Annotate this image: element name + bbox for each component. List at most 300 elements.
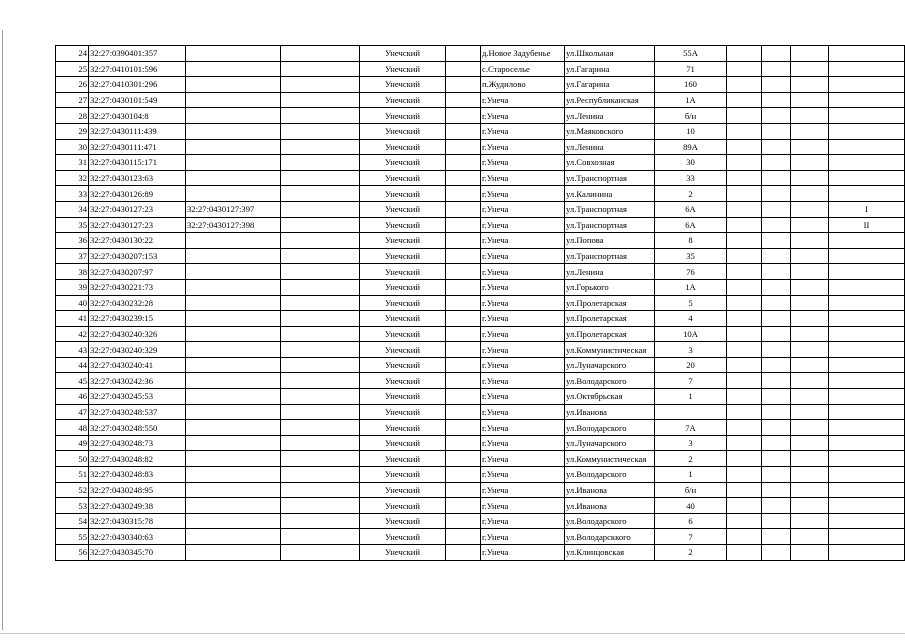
empty-cell — [281, 61, 360, 77]
empty-cell — [791, 545, 829, 561]
house-number: 8 — [655, 233, 727, 249]
part-mark — [829, 233, 905, 249]
sub-cadastral-number — [186, 155, 281, 171]
empty-cell — [791, 389, 829, 405]
district: Унечский — [360, 77, 446, 93]
street: ул.Транспортная — [565, 201, 655, 217]
empty-cell — [281, 467, 360, 483]
district: Унечский — [360, 467, 446, 483]
house-number: 1А — [655, 279, 727, 295]
empty-cell — [727, 170, 762, 186]
empty-cell — [281, 404, 360, 420]
empty-cell — [727, 92, 762, 108]
sub-cadastral-number — [186, 545, 281, 561]
row-number: 49 — [56, 435, 89, 451]
empty-cell — [446, 217, 481, 233]
sub-cadastral-number — [186, 108, 281, 124]
empty-cell — [791, 217, 829, 233]
empty-cell — [762, 186, 791, 202]
empty-cell — [791, 357, 829, 373]
street: ул.Гагарина — [565, 61, 655, 77]
house-number: 3 — [655, 435, 727, 451]
settlement: г.Унеча — [481, 264, 565, 280]
empty-cell — [762, 248, 791, 264]
table-row — [56, 482, 905, 498]
empty-cell — [446, 357, 481, 373]
row-number: 32 — [56, 170, 89, 186]
row-number: 56 — [56, 545, 89, 561]
cadastral-number: 32:27:0430345:70 — [89, 545, 186, 561]
sub-cadastral-number — [186, 373, 281, 389]
district: Унечский — [360, 46, 446, 62]
empty-cell — [727, 482, 762, 498]
empty-cell — [446, 77, 481, 93]
house-number: 6А — [655, 201, 727, 217]
table-row — [56, 529, 905, 545]
district: Унечский — [360, 373, 446, 389]
part-mark — [829, 295, 905, 311]
house-number: 2 — [655, 545, 727, 561]
street: ул.Республиканская — [565, 92, 655, 108]
street: ул.Октябрьская — [565, 389, 655, 405]
sub-cadastral-number — [186, 77, 281, 93]
street: ул.Маяковского — [565, 123, 655, 139]
empty-cell — [446, 482, 481, 498]
empty-cell — [446, 248, 481, 264]
empty-cell — [281, 435, 360, 451]
street: ул.Ленина — [565, 108, 655, 124]
cadastral-number: 32:27:0430240:329 — [89, 342, 186, 358]
sub-cadastral-number — [186, 46, 281, 62]
house-number: 1А — [655, 92, 727, 108]
part-mark — [829, 155, 905, 171]
empty-cell — [281, 264, 360, 280]
empty-cell — [791, 498, 829, 514]
street: ул.Транспортная — [565, 170, 655, 186]
empty-cell — [762, 108, 791, 124]
house-number: 4 — [655, 311, 727, 327]
empty-cell — [446, 186, 481, 202]
row-number: 35 — [56, 217, 89, 233]
empty-cell — [281, 77, 360, 93]
sub-cadastral-number — [186, 139, 281, 155]
row-number: 53 — [56, 498, 89, 514]
empty-cell — [446, 295, 481, 311]
empty-cell — [281, 482, 360, 498]
row-number: 51 — [56, 467, 89, 483]
empty-cell — [446, 155, 481, 171]
table-row — [56, 186, 905, 202]
sub-cadastral-number — [186, 498, 281, 514]
empty-cell — [281, 108, 360, 124]
row-number: 41 — [56, 311, 89, 327]
house-number: 71 — [655, 61, 727, 77]
empty-cell — [762, 295, 791, 311]
district: Унечский — [360, 545, 446, 561]
district: Унечский — [360, 123, 446, 139]
empty-cell — [727, 139, 762, 155]
cadastral-number: 32:27:0430101:549 — [89, 92, 186, 108]
empty-cell — [727, 529, 762, 545]
empty-cell — [281, 389, 360, 405]
table-body — [56, 46, 905, 561]
street: ул.Коммунистическая — [565, 451, 655, 467]
house-number: 55А — [655, 46, 727, 62]
settlement: г.Унеча — [481, 529, 565, 545]
empty-cell — [446, 108, 481, 124]
empty-cell — [727, 326, 762, 342]
district: Унечский — [360, 61, 446, 77]
sub-cadastral-number — [186, 342, 281, 358]
settlement: г.Унеча — [481, 513, 565, 529]
empty-cell — [727, 279, 762, 295]
empty-cell — [446, 451, 481, 467]
empty-cell — [446, 342, 481, 358]
street: ул.Совхозная — [565, 155, 655, 171]
table-row — [56, 420, 905, 436]
row-number: 33 — [56, 186, 89, 202]
empty-cell — [727, 513, 762, 529]
empty-cell — [762, 311, 791, 327]
empty-cell — [727, 248, 762, 264]
empty-cell — [762, 61, 791, 77]
street: ул.Коммунистическая — [565, 342, 655, 358]
cadastral-number: 32:27:0410101:596 — [89, 61, 186, 77]
empty-cell — [727, 342, 762, 358]
district: Унечский — [360, 435, 446, 451]
empty-cell — [446, 326, 481, 342]
empty-cell — [727, 61, 762, 77]
empty-cell — [446, 233, 481, 249]
sub-cadastral-number — [186, 467, 281, 483]
table-row — [56, 108, 905, 124]
empty-cell — [727, 311, 762, 327]
empty-cell — [762, 264, 791, 280]
settlement: г.Унеча — [481, 498, 565, 514]
empty-cell — [281, 311, 360, 327]
empty-cell — [446, 513, 481, 529]
cadastral-number: 32:27:0430248:550 — [89, 420, 186, 436]
empty-cell — [762, 451, 791, 467]
settlement: г.Унеча — [481, 123, 565, 139]
empty-cell — [281, 513, 360, 529]
empty-cell — [727, 545, 762, 561]
cadastral-number: 32:27:0430248:95 — [89, 482, 186, 498]
empty-cell — [791, 467, 829, 483]
part-mark — [829, 357, 905, 373]
cadastral-number: 32:27:0430111:471 — [89, 139, 186, 155]
empty-cell — [446, 46, 481, 62]
empty-cell — [281, 155, 360, 171]
part-mark — [829, 264, 905, 280]
sub-cadastral-number — [186, 170, 281, 186]
cadastral-number: 32:27:0430123:63 — [89, 170, 186, 186]
part-mark — [829, 420, 905, 436]
empty-cell — [446, 529, 481, 545]
row-number: 47 — [56, 404, 89, 420]
empty-cell — [791, 513, 829, 529]
settlement: г.Унеча — [481, 545, 565, 561]
empty-cell — [281, 373, 360, 389]
house-number: 89А — [655, 139, 727, 155]
street: ул.Луначарского — [565, 435, 655, 451]
district: Унечский — [360, 342, 446, 358]
cadastral-number: 32:27:0430207:153 — [89, 248, 186, 264]
part-mark — [829, 451, 905, 467]
sub-cadastral-number — [186, 529, 281, 545]
row-number: 24 — [56, 46, 89, 62]
cadastral-number: 32:27:0430315:78 — [89, 513, 186, 529]
sub-cadastral-number — [186, 233, 281, 249]
settlement: г.Унеча — [481, 155, 565, 171]
street: ул.Ленина — [565, 139, 655, 155]
empty-cell — [791, 404, 829, 420]
sub-cadastral-number — [186, 123, 281, 139]
empty-cell — [762, 513, 791, 529]
sub-cadastral-number — [186, 279, 281, 295]
empty-cell — [446, 435, 481, 451]
empty-cell — [727, 357, 762, 373]
cadastral-number: 32:27:0390401:357 — [89, 46, 186, 62]
district: Унечский — [360, 186, 446, 202]
empty-cell — [727, 108, 762, 124]
district: Унечский — [360, 170, 446, 186]
part-mark — [829, 529, 905, 545]
empty-cell — [791, 264, 829, 280]
empty-cell — [791, 77, 829, 93]
empty-cell — [791, 342, 829, 358]
settlement: г.Унеча — [481, 170, 565, 186]
street: ул.Транспортная — [565, 248, 655, 264]
cadastral-number: 32:27:0410301:296 — [89, 77, 186, 93]
empty-cell — [762, 545, 791, 561]
row-number: 50 — [56, 451, 89, 467]
row-number: 25 — [56, 61, 89, 77]
empty-cell — [446, 311, 481, 327]
empty-cell — [762, 435, 791, 451]
district: Унечский — [360, 357, 446, 373]
house-number: 160 — [655, 77, 727, 93]
empty-cell — [791, 92, 829, 108]
settlement: г.Унеча — [481, 233, 565, 249]
settlement: г.Унеча — [481, 279, 565, 295]
empty-cell — [281, 451, 360, 467]
empty-cell — [281, 186, 360, 202]
cadastral-number: 32:27:0430242:36 — [89, 373, 186, 389]
empty-cell — [791, 529, 829, 545]
table-row — [56, 61, 905, 77]
part-mark — [829, 342, 905, 358]
row-number: 30 — [56, 139, 89, 155]
empty-cell — [446, 389, 481, 405]
settlement: г.Унеча — [481, 201, 565, 217]
empty-cell — [762, 482, 791, 498]
empty-cell — [727, 295, 762, 311]
empty-cell — [446, 373, 481, 389]
empty-cell — [727, 435, 762, 451]
settlement: г.Унеча — [481, 451, 565, 467]
empty-cell — [727, 467, 762, 483]
street: ул.Клинцовская — [565, 545, 655, 561]
street: ул.Горького — [565, 279, 655, 295]
empty-cell — [791, 311, 829, 327]
district: Унечский — [360, 92, 446, 108]
table-row — [56, 233, 905, 249]
sub-cadastral-number — [186, 435, 281, 451]
empty-cell — [762, 139, 791, 155]
part-mark — [829, 467, 905, 483]
street: ул.Володарсккого — [565, 529, 655, 545]
cadastral-number: 32:27:0430239:15 — [89, 311, 186, 327]
table-row — [56, 92, 905, 108]
sub-cadastral-number — [186, 264, 281, 280]
row-number: 52 — [56, 482, 89, 498]
empty-cell — [791, 420, 829, 436]
row-number: 36 — [56, 233, 89, 249]
sub-cadastral-number — [186, 404, 281, 420]
part-mark — [829, 482, 905, 498]
row-number: 29 — [56, 123, 89, 139]
district: Унечский — [360, 451, 446, 467]
part-mark — [829, 389, 905, 405]
house-number: 20 — [655, 357, 727, 373]
settlement: г.Унеча — [481, 482, 565, 498]
district: Унечский — [360, 139, 446, 155]
empty-cell — [762, 326, 791, 342]
empty-cell — [446, 170, 481, 186]
district: Унечский — [360, 326, 446, 342]
table-row — [56, 201, 905, 217]
part-mark — [829, 279, 905, 295]
house-number: 10 — [655, 123, 727, 139]
table-row — [56, 123, 905, 139]
cadastral-number: 32:27:0430248:82 — [89, 451, 186, 467]
empty-cell — [281, 201, 360, 217]
part-mark — [829, 61, 905, 77]
empty-cell — [791, 451, 829, 467]
empty-cell — [791, 170, 829, 186]
cadastral-number: 32:27:0430245:53 — [89, 389, 186, 405]
sub-cadastral-number — [186, 513, 281, 529]
house-number: 30 — [655, 155, 727, 171]
table-row — [56, 373, 905, 389]
street: ул.Иванова — [565, 404, 655, 420]
settlement: с.Староселье — [481, 61, 565, 77]
cadastral-number: 32:27:0430111:439 — [89, 123, 186, 139]
scan-edge-bottom — [0, 633, 905, 634]
row-number: 45 — [56, 373, 89, 389]
table-row — [56, 435, 905, 451]
empty-cell — [762, 389, 791, 405]
part-mark — [829, 311, 905, 327]
empty-cell — [727, 123, 762, 139]
district: Унечский — [360, 404, 446, 420]
house-number: 5 — [655, 295, 727, 311]
part-mark — [829, 123, 905, 139]
district: Унечский — [360, 201, 446, 217]
empty-cell — [281, 545, 360, 561]
house-number: 40 — [655, 498, 727, 514]
settlement: г.Унеча — [481, 404, 565, 420]
street: ул.Ленина — [565, 264, 655, 280]
scan-edge-left — [2, 30, 3, 630]
empty-cell — [727, 186, 762, 202]
row-number: 39 — [56, 279, 89, 295]
empty-cell — [446, 123, 481, 139]
empty-cell — [727, 373, 762, 389]
settlement: д.Новое Задубенье — [481, 46, 565, 62]
table-row — [56, 170, 905, 186]
empty-cell — [791, 139, 829, 155]
empty-cell — [281, 92, 360, 108]
street: ул.Калинина — [565, 186, 655, 202]
row-number: 40 — [56, 295, 89, 311]
empty-cell — [762, 233, 791, 249]
settlement: г.Унеча — [481, 435, 565, 451]
empty-cell — [281, 326, 360, 342]
empty-cell — [446, 498, 481, 514]
table-row — [56, 545, 905, 561]
empty-cell — [762, 155, 791, 171]
part-mark — [829, 545, 905, 561]
settlement: г.Унеча — [481, 357, 565, 373]
street: ул.Транспортная — [565, 217, 655, 233]
empty-cell — [727, 233, 762, 249]
empty-cell — [762, 420, 791, 436]
house-number: 1 — [655, 467, 727, 483]
table-row — [56, 155, 905, 171]
empty-cell — [791, 201, 829, 217]
empty-cell — [762, 529, 791, 545]
part-mark — [829, 248, 905, 264]
settlement: г.Унеча — [481, 342, 565, 358]
empty-cell — [446, 92, 481, 108]
street: ул.Луначарского — [565, 357, 655, 373]
empty-cell — [281, 498, 360, 514]
district: Унечский — [360, 155, 446, 171]
settlement: г.Унеча — [481, 373, 565, 389]
street: ул.Школьная — [565, 46, 655, 62]
empty-cell — [281, 123, 360, 139]
empty-cell — [446, 545, 481, 561]
empty-cell — [446, 467, 481, 483]
empty-cell — [446, 139, 481, 155]
cadastral-number: 32:27:0430207:97 — [89, 264, 186, 280]
district: Унечский — [360, 248, 446, 264]
house-number: б/н — [655, 482, 727, 498]
house-number — [655, 404, 727, 420]
table-row — [56, 217, 905, 233]
empty-cell — [791, 46, 829, 62]
sub-cadastral-number — [186, 482, 281, 498]
table-row — [56, 451, 905, 467]
empty-cell — [281, 295, 360, 311]
district: Унечский — [360, 295, 446, 311]
empty-cell — [791, 123, 829, 139]
empty-cell — [791, 61, 829, 77]
part-mark — [829, 326, 905, 342]
empty-cell — [446, 61, 481, 77]
row-number: 26 — [56, 77, 89, 93]
empty-cell — [281, 248, 360, 264]
empty-cell — [281, 529, 360, 545]
house-number: 7А — [655, 420, 727, 436]
empty-cell — [762, 498, 791, 514]
sub-cadastral-number — [186, 248, 281, 264]
row-number: 43 — [56, 342, 89, 358]
row-number: 28 — [56, 108, 89, 124]
house-number: 7 — [655, 529, 727, 545]
